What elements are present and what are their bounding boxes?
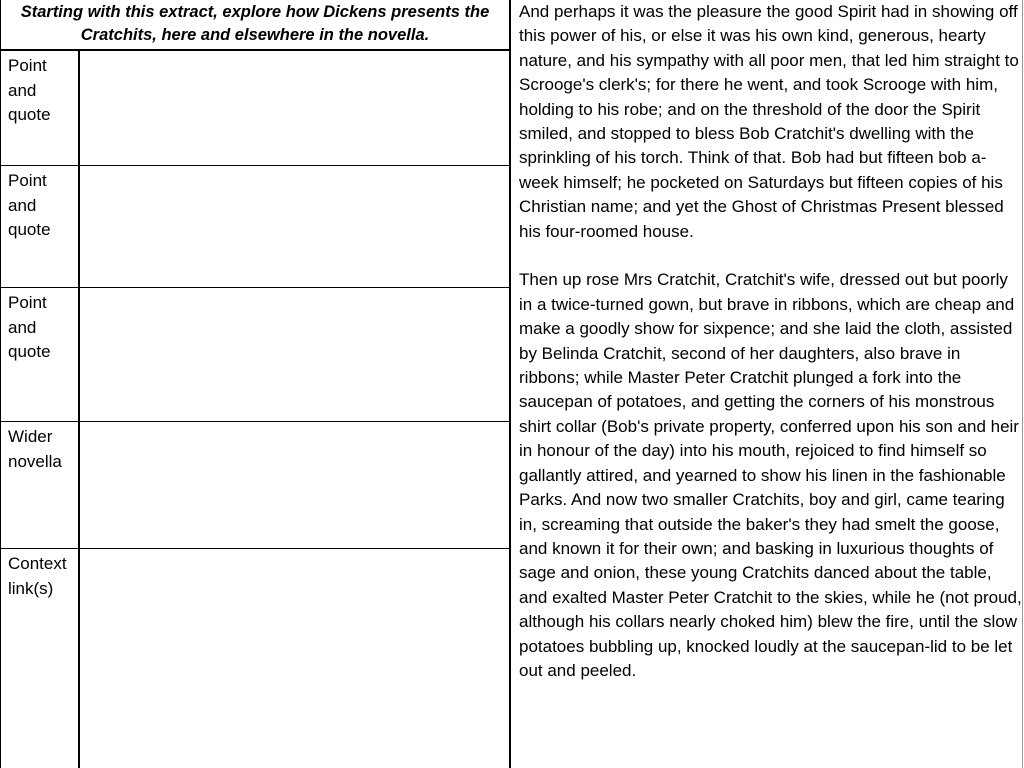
table-row-wider-novella — [1, 422, 509, 549]
row-label: Context link(s) — [1, 549, 80, 768]
table-row-point-2 — [1, 166, 509, 288]
answer-cell-wider-novella[interactable] — [80, 422, 509, 548]
question-prompt: Starting with this extract, explore how Dickens presents the Cratchits, here and elsewhere in the novella. — [1, 0, 509, 51]
row-label: Wider novella — [1, 422, 80, 548]
novella-extract — [511, 0, 1023, 768]
row-label: Point and quote — [1, 51, 80, 165]
table-row-context — [1, 549, 509, 768]
answer-cell-point-3[interactable] — [80, 288, 509, 421]
answer-cell-point-2[interactable] — [80, 166, 509, 287]
extract-paragraph: And perhaps it was the pleasure the good Spirit had in showing off this power of his, or else it was his own kind, generous, hearty nature, and his sympathy with all poor men, that led him straight to Scrooge's clerk's; for there he went, and took Scrooge with him, holding to his robe; and on the threshold of the door the Spirit smiled, and stopped to bless Bob Cratchit's dwelling with the sprinkling of his torch. Think of that. Bob had but fifteen bob a-week himself; he pocketed on Saturdays but fifteen copies of his Christian name; and yet the Ghost of Christmas Present blessed his four-roomed house. — [519, 2, 1019, 241]
answer-cell-point-1[interactable] — [80, 51, 509, 165]
table-row-point-3 — [1, 288, 509, 422]
row-label: Point and quote — [1, 288, 80, 421]
table-row-point-1 — [1, 51, 509, 166]
extract-paragraph: Then up rose Mrs Cratchit, Cratchit's wife, dressed out but poorly in a twice-turned gown, but brave in ribbons, which are cheap and make a goodly show for sixpence; and she laid the cloth, assisted by Belinda Cratchit, second of her daughters, also brave in ribbons; while Master Peter Cratchit plunged a fork into the saucepan of potatoes, and getting the corners of his monstrous shirt collar (Bob's private property, conferred upon his son and heir in honour of the day) into his mouth, rejoiced to find himself so gallantly attired, and yearned to show his linen in the fashionable Parks. And now two smaller Cratchits, boy and girl, came tearing in, screaming that outside the baker's they had smelt the goose, and known it for their own; and basking in luxurious thoughts of sage and onion, these young Cratchits danced about the table, and exalted Master Peter Cratchit to the skies, while he (not proud, although his collars nearly choked him) blew the fire, until the slow potatoes bubbling up, knocked loudly at the saucepan-lid to be let out and peeled. — [519, 270, 1022, 680]
response-table — [0, 0, 511, 768]
row-label: Point and quote — [1, 166, 80, 287]
answer-cell-context[interactable] — [80, 549, 509, 768]
